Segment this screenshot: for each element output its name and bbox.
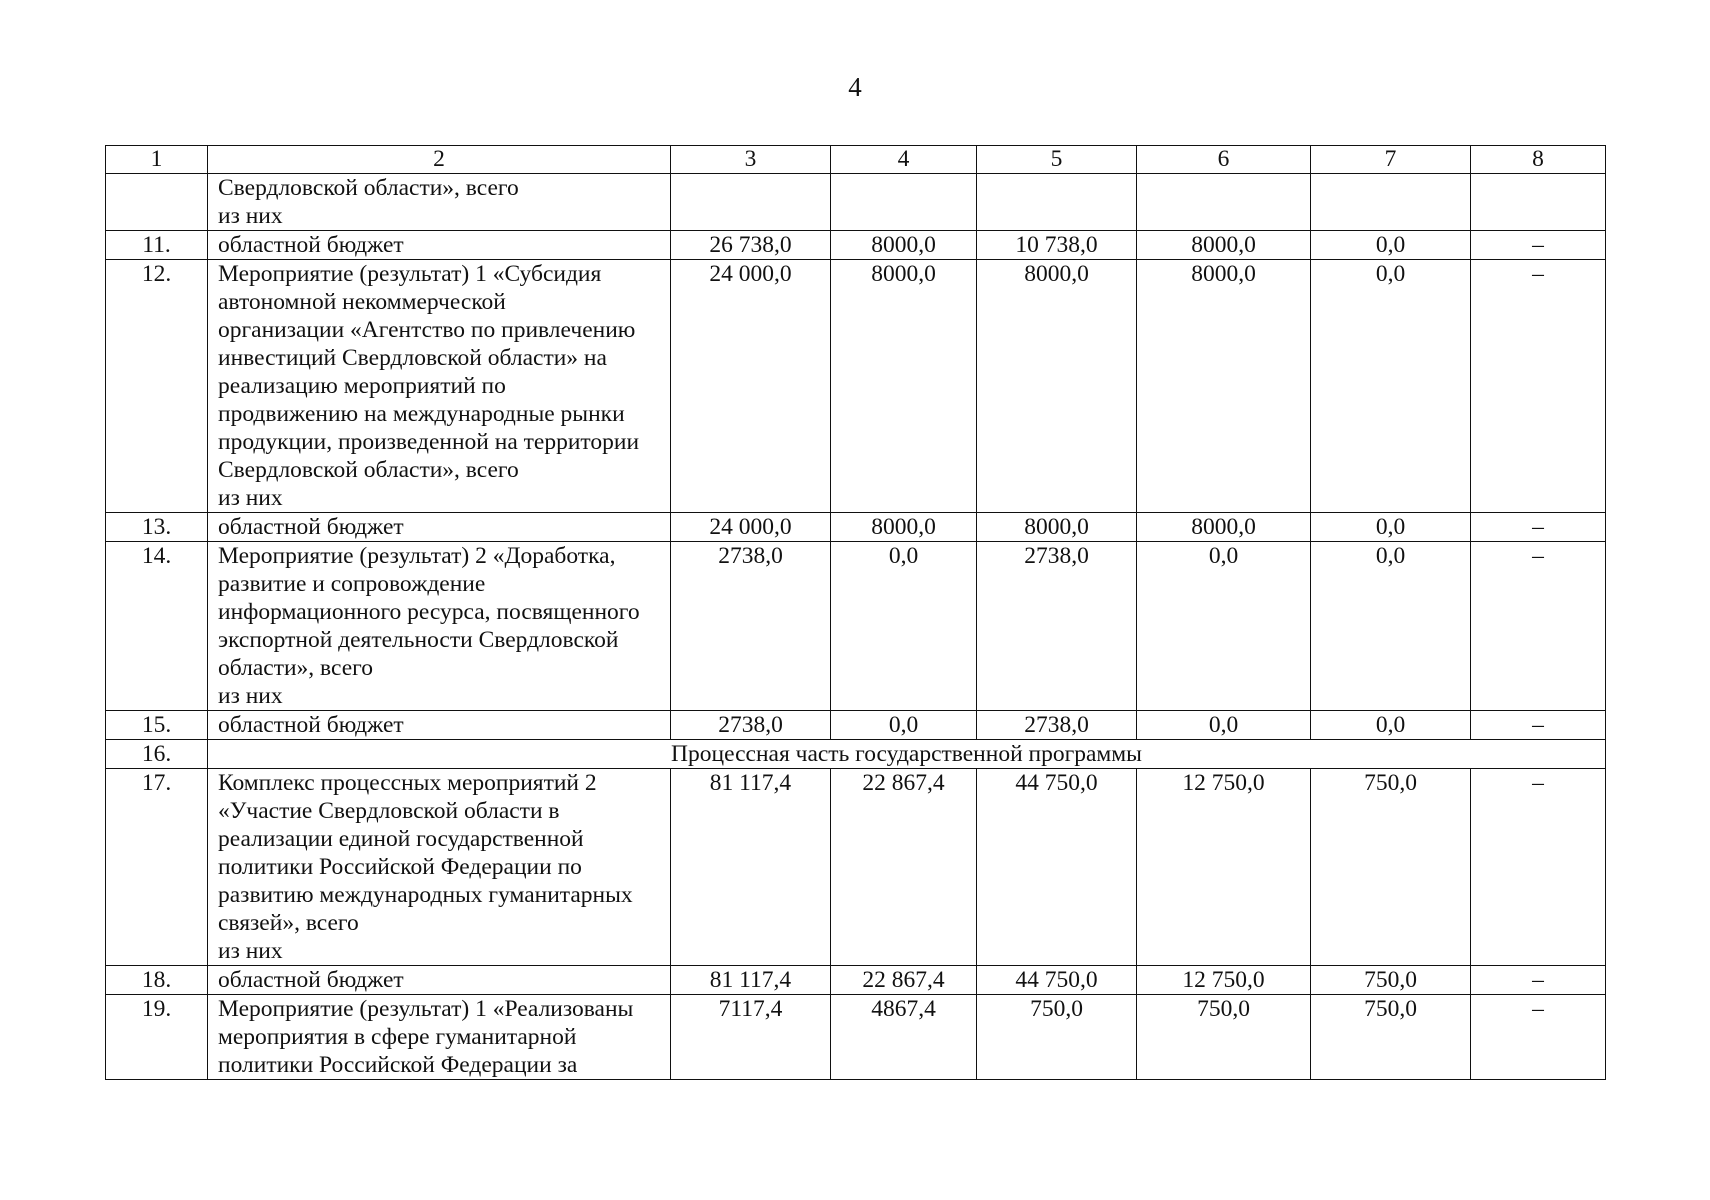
table-row (106, 513, 1606, 542)
table-row (106, 174, 1606, 231)
table-row (106, 260, 1606, 513)
value-cell-col-3: 2738,0 (671, 711, 831, 740)
page-number: 4 (848, 72, 862, 102)
row-number: 14. (106, 542, 208, 711)
value-cell-col-6: 12 750,0 (1137, 769, 1311, 966)
table-row (106, 711, 1606, 740)
description-line: автономной некоммерческой (218, 289, 506, 315)
value-cell-col-8: – (1471, 542, 1606, 711)
value-cell-col-5 (977, 174, 1137, 231)
table-row (106, 966, 1606, 995)
value-cell-col-7: 750,0 (1311, 966, 1471, 995)
value-cell-col-7: 0,0 (1311, 542, 1471, 711)
value-cell-col-4: 22 867,4 (831, 966, 977, 995)
value-cell-col-3 (671, 174, 831, 231)
value-cell-col-5: 10 738,0 (977, 231, 1137, 260)
value-cell-col-3: 7117,4 (671, 995, 831, 1080)
value-cell-col-4: 0,0 (831, 711, 977, 740)
description-line: мероприятия в сфере гуманитарной (218, 1024, 577, 1050)
row-description (208, 995, 671, 1080)
budget-table (105, 145, 1606, 1080)
description-line: экспортной деятельности Свердловской (218, 627, 619, 653)
value-cell-col-3: 2738,0 (671, 542, 831, 711)
description-line: «Участие Свердловской области в (218, 798, 560, 824)
description-line: организации «Агентство по привлечению (218, 317, 636, 343)
description-line: областной бюджет (218, 712, 404, 738)
row-description (208, 174, 671, 231)
value-cell-col-3: 24 000,0 (671, 513, 831, 542)
description-line: областной бюджет (218, 967, 404, 993)
header-cell: 4 (831, 146, 977, 174)
value-cell-col-8: – (1471, 769, 1606, 966)
value-cell-col-4: 8000,0 (831, 231, 977, 260)
row-number: 19. (106, 995, 208, 1080)
description-line: Мероприятие (результат) 1 «Субсидия (218, 261, 602, 287)
value-cell-col-5: 2738,0 (977, 542, 1137, 711)
value-cell-col-8: – (1471, 260, 1606, 513)
value-cell-col-5: 44 750,0 (977, 769, 1137, 966)
value-cell-col-4: 8000,0 (831, 513, 977, 542)
header-cell: 5 (977, 146, 1137, 174)
row-description (208, 769, 671, 966)
header-cell: 3 (671, 146, 831, 174)
header-cell: 8 (1471, 146, 1606, 174)
description-line: Мероприятие (результат) 1 «Реализованы (218, 996, 634, 1022)
row-number (106, 174, 208, 231)
row-description (208, 513, 671, 542)
table-row (106, 995, 1606, 1080)
description-line: из них (218, 203, 283, 229)
row-number: 17. (106, 769, 208, 966)
row-number: 12. (106, 260, 208, 513)
value-cell-col-5: 44 750,0 (977, 966, 1137, 995)
value-cell-col-4 (831, 174, 977, 231)
table-row (106, 769, 1606, 966)
value-cell-col-8: – (1471, 966, 1606, 995)
value-cell-col-6: 8000,0 (1137, 513, 1311, 542)
row-description (208, 711, 671, 740)
header-cell: 2 (208, 146, 671, 174)
value-cell-col-6: 750,0 (1137, 995, 1311, 1080)
header-row (106, 146, 1606, 174)
value-cell-col-6: 8000,0 (1137, 231, 1311, 260)
value-cell-col-7: 750,0 (1311, 995, 1471, 1080)
value-cell-col-4: 8000,0 (831, 260, 977, 513)
row-number: 18. (106, 966, 208, 995)
row-number: 15. (106, 711, 208, 740)
value-cell-col-8: – (1471, 995, 1606, 1080)
row-description (208, 231, 671, 260)
description-line: областной бюджет (218, 232, 404, 258)
value-cell-col-6: 0,0 (1137, 542, 1311, 711)
value-cell-col-7 (1311, 174, 1471, 231)
description-line: развитие и сопровождение (218, 571, 486, 597)
row-description (208, 260, 671, 513)
description-line: Мероприятие (результат) 2 «Доработка, (218, 543, 616, 569)
value-cell-col-6: 8000,0 (1137, 260, 1311, 513)
value-cell-col-8: – (1471, 231, 1606, 260)
value-cell-col-3: 26 738,0 (671, 231, 831, 260)
value-cell-col-7: 0,0 (1311, 231, 1471, 260)
value-cell-col-7: 0,0 (1311, 260, 1471, 513)
value-cell-col-5: 2738,0 (977, 711, 1137, 740)
description-line: продвижению на международные рынки (218, 401, 625, 427)
header-cell: 7 (1311, 146, 1471, 174)
description-line: информационного ресурса, посвященного (218, 599, 640, 625)
value-cell-col-7: 0,0 (1311, 711, 1471, 740)
value-cell-col-8: – (1471, 513, 1606, 542)
description-line: из них (218, 485, 283, 511)
value-cell-col-6 (1137, 174, 1311, 231)
description-line: из них (218, 683, 283, 709)
table-row (106, 740, 1606, 769)
description-line: Свердловской области», всего (218, 175, 519, 201)
description-line: из них (218, 938, 283, 964)
description-line: реализацию мероприятий по (218, 373, 506, 399)
value-cell-col-8 (1471, 174, 1606, 231)
row-number: 11. (106, 231, 208, 260)
value-cell-col-4: 0,0 (831, 542, 977, 711)
row-number: 13. (106, 513, 208, 542)
description-line: инвестиций Свердловской области» на (218, 345, 607, 371)
value-cell-col-3: 81 117,4 (671, 966, 831, 995)
value-cell-col-6: 0,0 (1137, 711, 1311, 740)
description-line: связей», всего (218, 910, 359, 936)
value-cell-col-6: 12 750,0 (1137, 966, 1311, 995)
row-number: 16. (106, 740, 208, 769)
description-line: Свердловской области», всего (218, 457, 519, 483)
description-line: области», всего (218, 655, 373, 681)
description-line: реализации единой государственной (218, 826, 584, 852)
header-cell: 1 (106, 146, 208, 174)
value-cell-col-7: 750,0 (1311, 769, 1471, 966)
value-cell-col-7: 0,0 (1311, 513, 1471, 542)
row-description (208, 966, 671, 995)
description-line: продукции, произведенной на территории (218, 429, 640, 455)
value-cell-col-3: 81 117,4 (671, 769, 831, 966)
header-cell: 6 (1137, 146, 1311, 174)
table-row (106, 231, 1606, 260)
description-line: Комплекс процессных мероприятий 2 (218, 770, 597, 796)
value-cell-col-5: 8000,0 (977, 260, 1137, 513)
description-line: политики Российской Федерации за (218, 1052, 578, 1078)
row-description (208, 542, 671, 711)
value-cell-col-3: 24 000,0 (671, 260, 831, 513)
value-cell-col-4: 4867,4 (831, 995, 977, 1080)
value-cell-col-4: 22 867,4 (831, 769, 977, 966)
section-title: Процессная часть государственной программы (208, 740, 1606, 769)
value-cell-col-5: 8000,0 (977, 513, 1137, 542)
table-row (106, 542, 1606, 711)
description-line: политики Российской Федерации по (218, 854, 582, 880)
value-cell-col-8: – (1471, 711, 1606, 740)
value-cell-col-5: 750,0 (977, 995, 1137, 1080)
description-line: областной бюджет (218, 514, 404, 540)
description-line: развитию международных гуманитарных (218, 882, 633, 908)
